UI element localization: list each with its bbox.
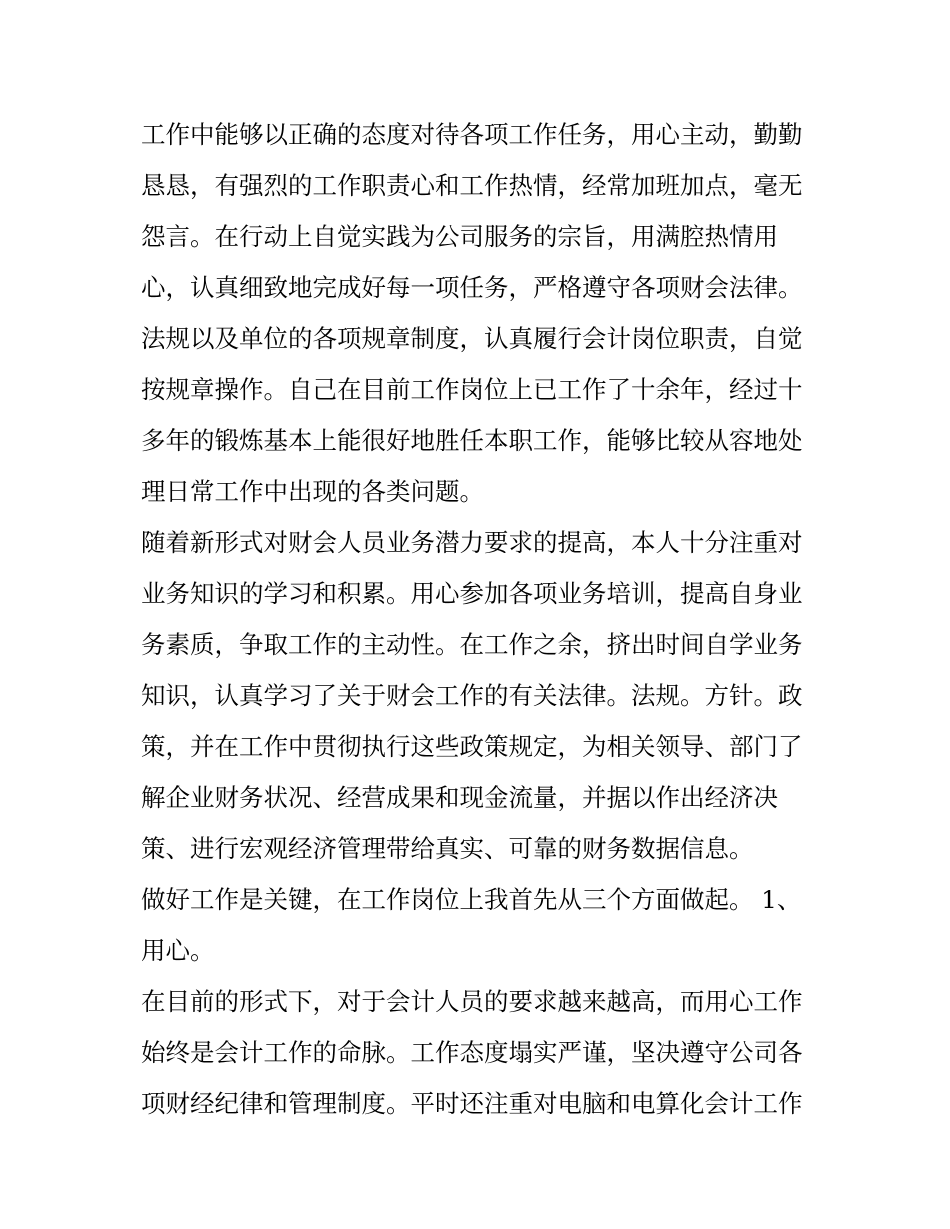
text-line: 心，认真细致地完成好每一项任务，严格遵守各项财会法律。: [141, 273, 803, 302]
text-line: 做好工作是关键，在工作岗位上我首先从三个方面做起。 1、: [141, 885, 802, 914]
text-line: 始终是会计工作的命脉。工作态度塌实严谨，坚决遵守公司各: [141, 1038, 803, 1067]
text-line: 知识，认真学习了关于财会工作的有关法律。法规。方针。政: [141, 681, 803, 710]
text-line: 按规章操作。自己在目前工作岗位上已工作了十余年，经过十: [141, 375, 803, 404]
text-line: 策、进行宏观经济管理带给真实、可靠的财务数据信息。: [141, 834, 754, 863]
document-body: [141, 109, 821, 1129]
text-line: 怨言。在行动上自觉实践为公司服务的宗旨，用满腔热情用: [141, 222, 778, 251]
text-line: 随着新形式对财会人员业务潜力要求的提高，本人十分注重对: [141, 528, 803, 557]
text-line: 多年的锻炼基本上能很好地胜任本职工作，能够比较从容地处: [141, 426, 803, 455]
text-line: 解企业财务状况、经营成果和现金流量，并据以作出经济决: [141, 783, 778, 812]
text-line: 项财经纪律和管理制度。平时还注重对电脑和电算化会计工作: [141, 1089, 803, 1118]
text-line: 务素质，争取工作的主动性。在工作之余，挤出时间自学业务: [141, 630, 803, 659]
text-line: 工作中能够以正确的态度对待各项工作任务，用心主动，勤勤: [141, 120, 803, 149]
text-line: 策，并在工作中贯彻执行这些政策规定，为相关领导、部门了: [141, 732, 803, 761]
text-line: 理日常工作中出现的各类问题。: [141, 477, 484, 506]
text-line: 在目前的形式下，对于会计人员的要求越来越高，而用心工作: [141, 987, 803, 1016]
text-line: 用心。: [141, 936, 215, 965]
text-line: 恳恳，有强烈的工作职责心和工作热情，经常加班加点，毫无: [141, 171, 803, 200]
text-line: 业务知识的学习和积累。用心参加各项业务培训，提高自身业: [141, 579, 803, 608]
text-line: 法规以及单位的各项规章制度，认真履行会计岗位职责，自觉: [141, 324, 803, 353]
